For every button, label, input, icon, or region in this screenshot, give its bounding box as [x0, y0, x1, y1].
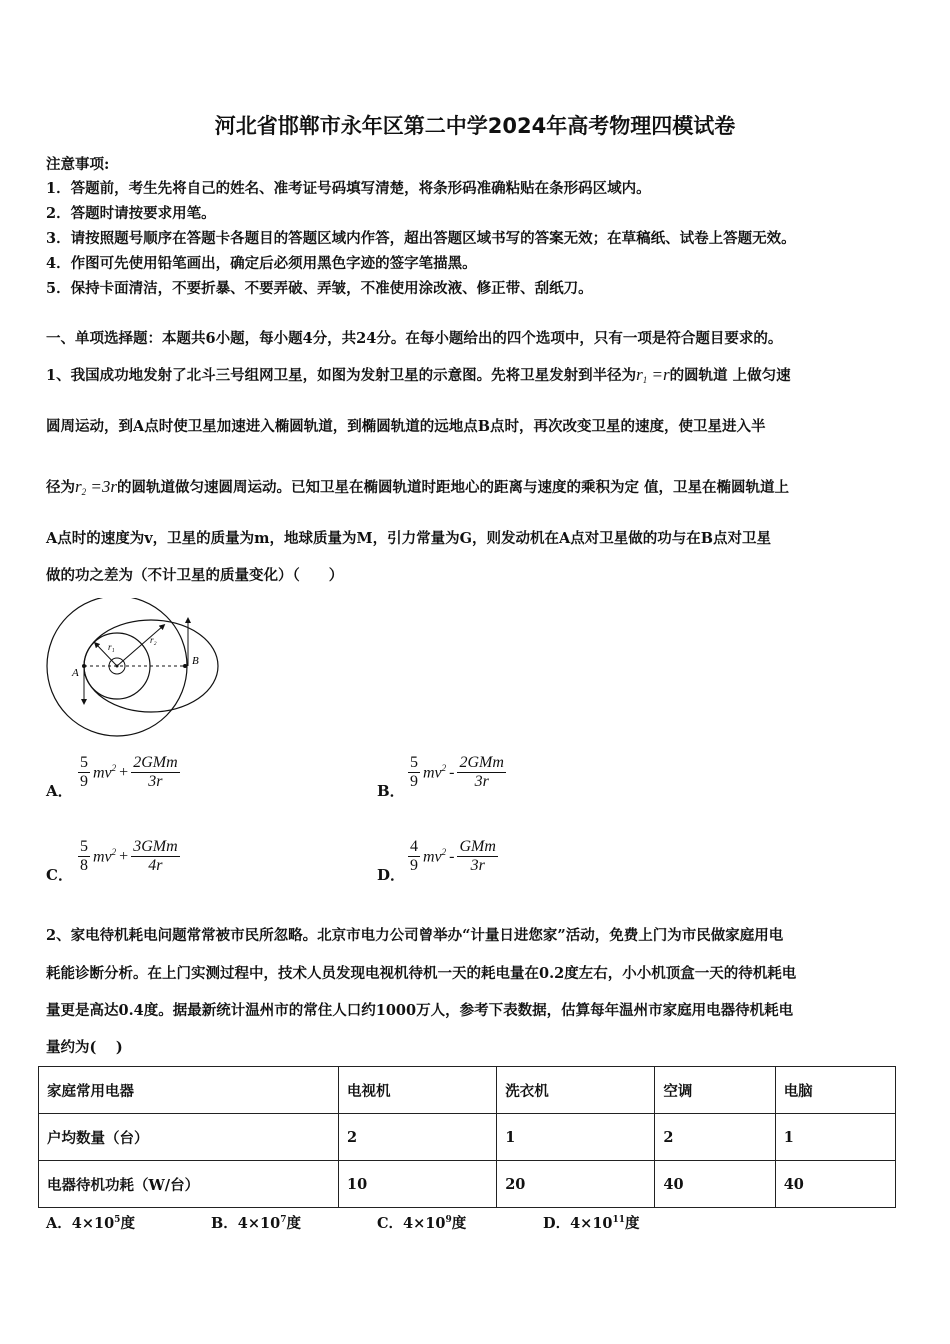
table-cell: 1	[775, 1114, 895, 1161]
table-cell: 洗衣机	[497, 1067, 655, 1114]
q2-answer-c: C．$4\times 10^9$度	[377, 1215, 467, 1232]
q2-line-4: 量约为( )	[46, 1039, 123, 1056]
table-cell: 家庭常用电器	[39, 1067, 339, 1114]
q2-answer-d: D．$4\times 10^{11}$度	[543, 1215, 640, 1232]
q1-option-c-expression: $\frac{5}{8}$ $mv^2$ + $\frac{\text{3GMm}}{4r}$	[80, 838, 178, 874]
table-cell: 2	[655, 1114, 775, 1161]
q2-line-2: 耗能诊断分析。在上门实测过程中，技术人员发现电视机待机一天的耗电量在0.2度左右，小小机顶盒一天的待机耗电	[46, 965, 797, 982]
notice-item-5: 5．保持卡面清洁，不要折暴、不要弄破、弄皱，不准使用涂改液、修正带、刮纸刀。	[46, 280, 593, 297]
q1-option-b-expression: $\frac{5}{9}$ $mv^2$ - $\frac{\text{2GMm}}{3r}$	[410, 754, 504, 790]
notice-item-3: 3．请按照题号顺序在答题卡各题目的答题区域内作答，超出答题区域书写的答案无效；在草稿纸、试卷上答题无效。	[46, 230, 796, 247]
q1-line-2: 圆周运动，到A点时使卫星加速进入椭圆轨道，到椭圆轨道的远地点B点时，再次改变卫星的速度，使卫星进入半	[46, 418, 766, 435]
table-row	[39, 1114, 896, 1161]
q2-line-3: 量更是高达0.4度。据最新统计温州市的常住人口约1000万人，参考下表数据，估算每年温州市家庭用电器待机耗电	[46, 1002, 794, 1019]
q1-option-b-label: B．	[377, 782, 405, 800]
orbit-diagram	[40, 598, 220, 738]
label-r1: r₁	[108, 642, 115, 652]
notice-item-1: 1．答题前，考生先将自己的姓名、准考证号码填写清楚，将条形码准确粘贴在条形码区域内。	[46, 180, 651, 197]
appliance-table	[38, 1066, 896, 1208]
table-cell: 40	[655, 1161, 775, 1208]
table-cell: 10	[339, 1161, 497, 1208]
notice-item-4: 4．作图可先使用铅笔画出，确定后必须用黑色字迹的签字笔描黑。	[46, 255, 477, 272]
q1-line-1: 1、我国成功地发射了北斗三号组网卫星，如图为发射卫星的示意图。先将卫星发射到半径为$r_1 =r$的圆轨道 上做匀速	[46, 365, 791, 385]
table-cell: 户均数量（台）	[39, 1114, 339, 1161]
q1-line-5: 做的功之差为（不计卫星的质量变化）（ ）	[46, 567, 344, 584]
q1-option-a-expression: $\frac{5}{9}$ $mv^2$ + $\frac{\text{2GMm}}{3r}$	[80, 754, 178, 790]
table-cell: 电脑	[775, 1067, 895, 1114]
label-r2: r₂	[150, 635, 157, 645]
r2-equation: $r_2 =3r$	[75, 477, 117, 497]
table-header-row	[39, 1067, 896, 1114]
q2-answer-b: B．$4\times 10^7$度	[211, 1215, 301, 1232]
q1-option-a-label: A．	[46, 782, 73, 800]
q1-option-c-label: C．	[46, 866, 73, 884]
page-title: 河北省邯郸市永年区第二中学2024年高考物理四模试卷	[214, 114, 736, 138]
q1-option-d-expression: $\frac{4}{9}$ $mv^2$ - $\frac{\text{GMm}}{3r}$	[410, 838, 496, 874]
table-cell: 1	[497, 1114, 655, 1161]
table-cell: 空调	[655, 1067, 775, 1114]
label-b: B	[192, 655, 199, 667]
table-cell: 电视机	[339, 1067, 497, 1114]
notice-item-2: 2．答题时请按要求用笔。	[46, 205, 216, 222]
q1-line-3: 径为$r_2 =3r$的圆轨道做匀速圆周运动。已知卫星在椭圆轨道时距地心的距离与速度的乘积为定 值，卫星在椭圆轨道上	[46, 477, 790, 497]
notice-heading: 注意事项:	[46, 156, 110, 173]
table-cell: 电器待机功耗（W/台）	[39, 1161, 339, 1208]
q1-option-d-label: D．	[377, 866, 406, 884]
q2-line-1: 2、家电待机耗电问题常常被市民所忽略。北京市电力公司曾举办“计量日进您家”活动，免费上门为市民做家庭用电	[46, 927, 784, 944]
table-cell: 40	[775, 1161, 895, 1208]
table-row	[39, 1161, 896, 1208]
q2-answer-a: A．$4\times 10^5$度	[46, 1215, 135, 1232]
q1-line-4: A点时的速度为v，卫星的质量为m，地球质量为M，引力常量为G，则发动机在A点对卫星做的功与在B点对卫星	[46, 530, 771, 547]
r1-equation: $r_1 =r$	[636, 365, 670, 385]
label-a: A	[72, 667, 79, 679]
table-cell: 20	[497, 1161, 655, 1208]
table-cell: 2	[339, 1114, 497, 1161]
section-heading: 一、单项选择题：本题共6小题，每小题4分，共24分。在每小题给出的四个选项中，只有一项是符合题目要求的。	[46, 330, 783, 347]
